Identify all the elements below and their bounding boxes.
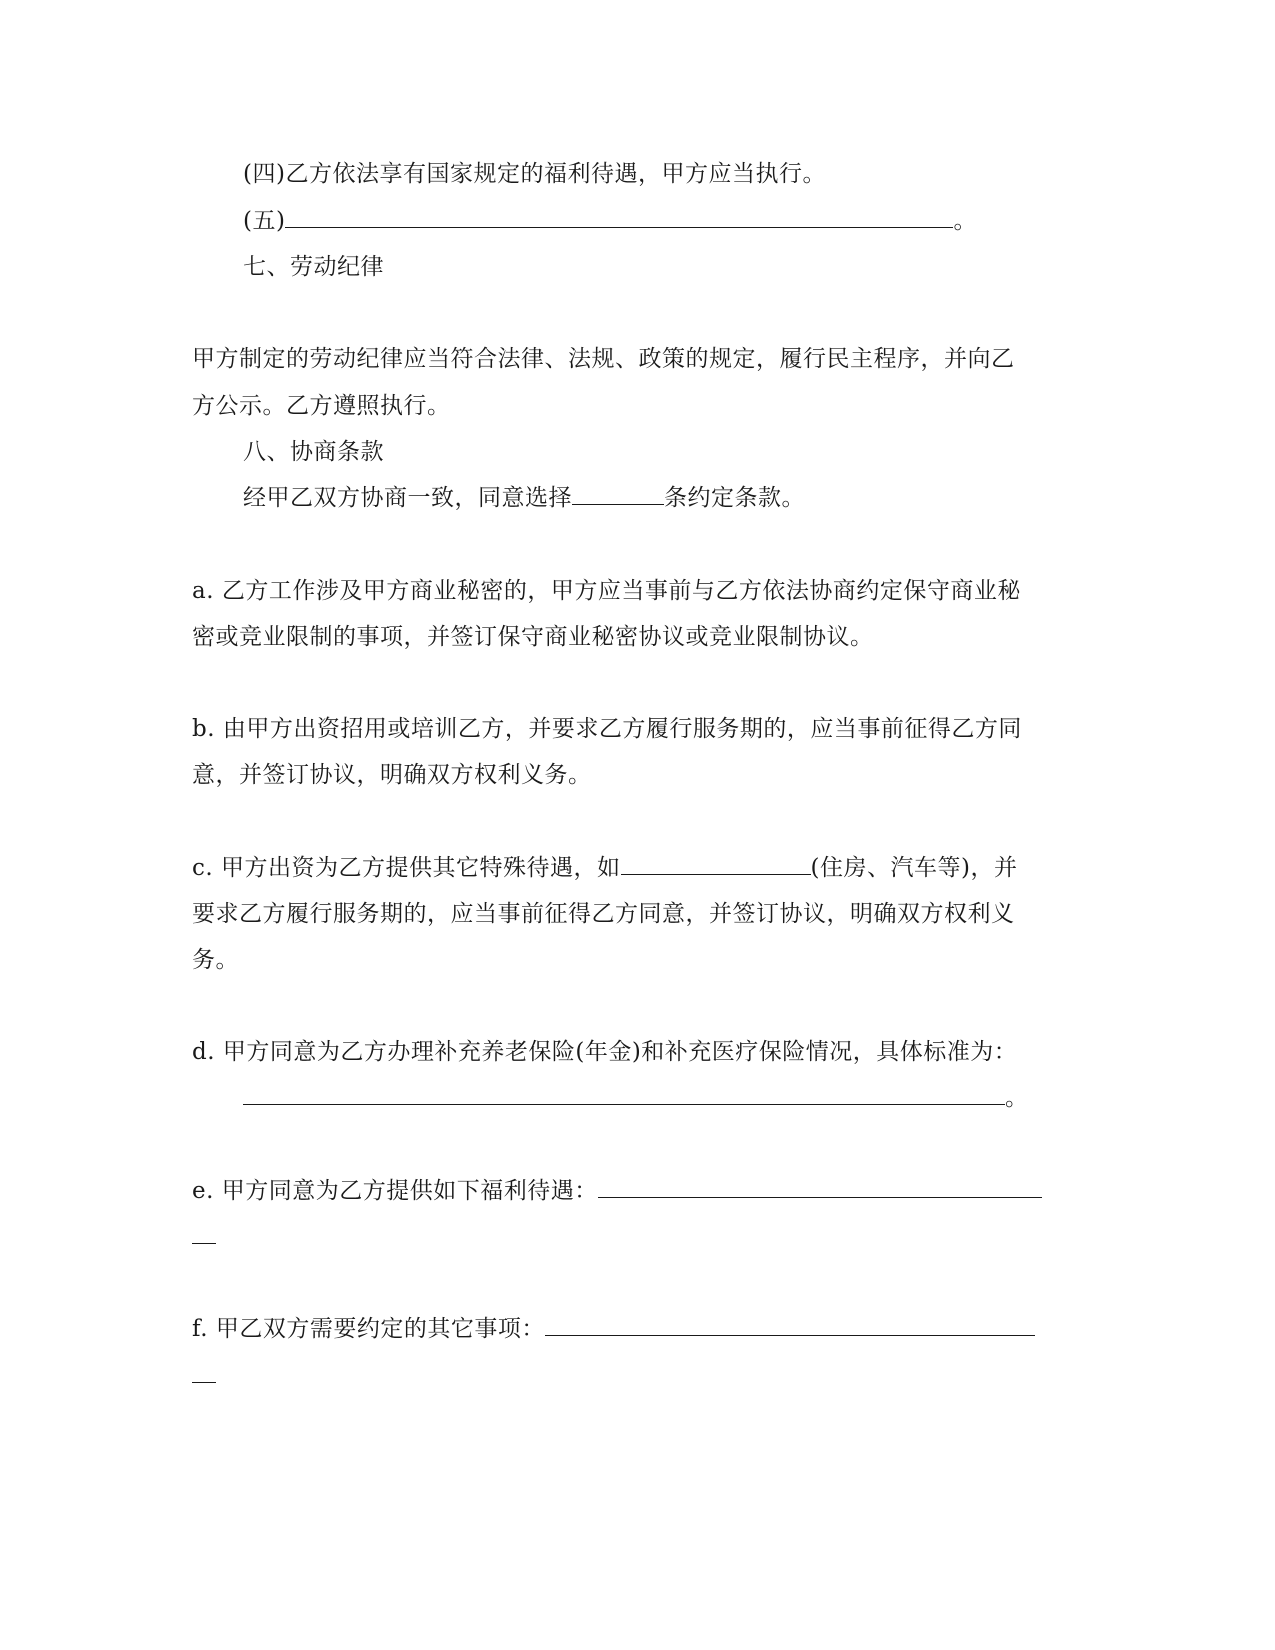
section-8-title: 八、协商条款: [243, 439, 384, 465]
section-8-heading: [243, 437, 384, 467]
fill-in-blank: [285, 207, 953, 228]
clause-5-blank: [243, 206, 977, 236]
clause-f-text: f. 甲乙双方需要约定的其它事项：: [192, 1316, 545, 1342]
section-8-intro: [243, 483, 805, 513]
clause-b-text-1: b. 由甲方出资招用或培训乙方，并要求乙方履行服务期的，应当事前征得乙方同: [192, 716, 1022, 742]
clause-a-line-2: [192, 622, 874, 652]
clause-a-text-2: 密或竞业限制的事项，并签订保守商业秘密协议或竞业限制协议。: [192, 624, 874, 650]
clause-5-label: (五): [243, 208, 286, 234]
fill-in-blank: [243, 1084, 1005, 1105]
fill-in-blank: [545, 1315, 1035, 1336]
clause-c-text-1b: (住房、汽车等)，并: [810, 855, 1018, 881]
clause-d-text-1: d. 甲方同意为乙方办理补充养老保险(年金)和补充医疗保险情况，具体标准为：: [192, 1039, 1018, 1065]
clause-c-line-1: [192, 853, 1017, 883]
fill-in-blank: [192, 1223, 216, 1244]
clause-b-line-2: [192, 760, 592, 790]
clause-5-end: 。: [953, 208, 977, 234]
section-8-intro-text: 经甲乙双方协商一致，同意选择: [243, 485, 572, 511]
clause-a-text-1: a. 乙方工作涉及甲方商业秘密的，甲方应当事前与乙方依法协商约定保守商业秘: [192, 578, 1021, 604]
clause-c-line-2: [192, 899, 1015, 929]
clause-e-line-2: [192, 1222, 216, 1252]
clause-f-line-1: [192, 1314, 1035, 1344]
clause-a-line-1: [192, 576, 1021, 606]
clause-4-text: (四)乙方依法享有国家规定的福利待遇，甲方应当执行。: [243, 161, 826, 187]
clause-c-line-3: [192, 945, 239, 975]
clause-e-text: e. 甲方同意为乙方提供如下福利待遇：: [192, 1178, 598, 1204]
clause-d-end: 。: [1005, 1085, 1029, 1111]
section-7-body-line-1: [192, 344, 1015, 374]
section-7-text-2: 方公示。乙方遵照执行。: [192, 393, 451, 419]
clause-b-line-1: [192, 714, 1022, 744]
clause-e-line-1: [192, 1176, 1042, 1206]
clause-b-text-2: 意，并签订协议，明确双方权利义务。: [192, 762, 592, 788]
clause-f-line-2: [192, 1361, 216, 1391]
clause-c-text-1: c. 甲方出资为乙方提供其它特殊待遇，如: [192, 855, 621, 881]
clause-c-text-2: 要求乙方履行服务期的，应当事前征得乙方同意，并签订协议，明确双方权利义: [192, 901, 1015, 927]
fill-in-blank: [621, 854, 811, 875]
section-7-heading: [243, 252, 384, 282]
clause-d-line-1: [192, 1037, 1017, 1067]
fill-in-blank: [598, 1177, 1042, 1198]
section-7-title: 七、劳动纪律: [243, 254, 384, 280]
fill-in-blank: [572, 484, 664, 505]
section-8-intro-end: 条约定条款。: [664, 485, 805, 511]
clause-c-text-3: 务。: [192, 947, 239, 973]
section-7-body-line-2: [192, 391, 451, 421]
clause-d-line-2: [243, 1083, 1029, 1113]
section-7-text-1: 甲方制定的劳动纪律应当符合法律、法规、政策的规定，履行民主程序，并向乙: [192, 346, 1015, 372]
fill-in-blank: [192, 1362, 216, 1383]
clause-4-welfare: [243, 159, 826, 189]
